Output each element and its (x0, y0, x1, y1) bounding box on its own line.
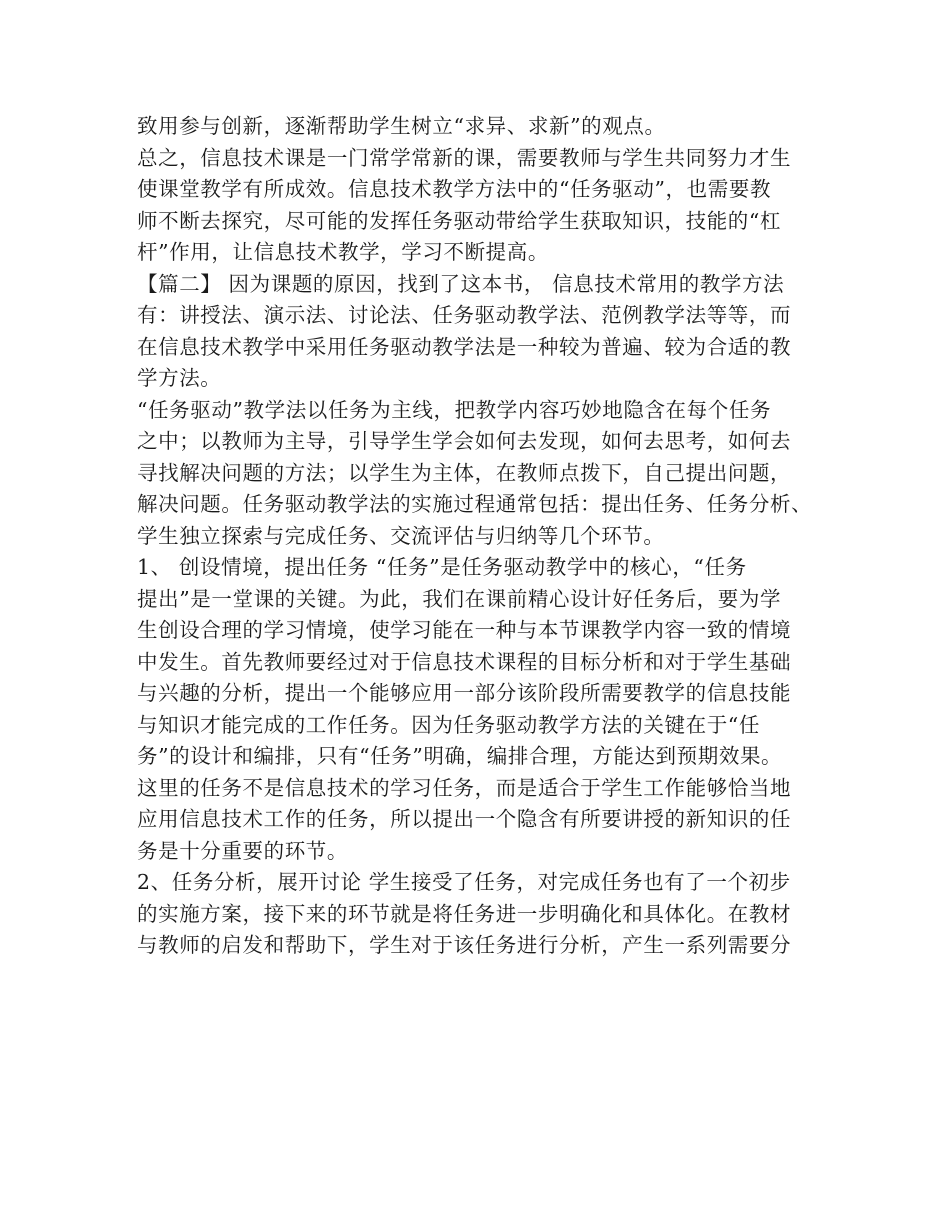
text-line: 与知识才能完成的工作任务。因为任务驱动教学方法的关键在于“任 (137, 712, 760, 737)
text-line: 生创设合理的学习情境，使学习能在一种与本节课教学内容一致的情境 (137, 618, 792, 642)
text-line: 中发生。首先教师要经过对于信息技术课程的目标分析和对于学生基础 (137, 649, 792, 674)
text-line: 1、 创设情境，提出任务 “任务”是任务驱动教学中的核心，“任务 (137, 555, 747, 579)
text-line: 与教师的启发和帮助下，学生对于该任务进行分析，产生一系列需要分 (137, 933, 792, 957)
text-line: 务”的设计和编排，只有“任务”明确，编排合理，方能达到预期效果。 (137, 744, 783, 768)
text-line: 使课堂教学有所成效。信息技术教学方法中的“任务驱动”，也需要教 (137, 177, 772, 201)
text-line: 在信息技术教学中采用任务驱动教学法是一种较为普遍、较为合适的教 (137, 334, 792, 359)
text-line: 杆”作用，让信息技术教学，学习不断提高。 (137, 240, 549, 264)
body-text (137, 111, 827, 962)
text-line: 提出”是一堂课的关键。为此，我们在课前精心设计好任务后，要为学 (137, 586, 782, 611)
text-line: 学生独立探索与完成任务、交流评估与归纳等几个环节。 (137, 523, 665, 548)
text-line: “任务驱动”教学法以任务为主线，把教学内容巧妙地隐含在每个任务 (137, 397, 772, 422)
text-line: 【篇二】 因为课题的原因，找到了这本书， 信息技术常用的教学方法 (137, 271, 785, 296)
text-line: 有：讲授法、演示法、讨论法、任务驱动教学法、范例教学法等等，而 (137, 303, 792, 327)
text-line: 务是十分重要的环节。 (137, 838, 348, 863)
text-line: 的实施方案，接下来的环节就是将任务进一步明确化和具体化。在教材 (137, 901, 792, 926)
text-line: 这里的任务不是信息技术的学习任务，而是适合于学生工作能够恰当地 (137, 775, 792, 800)
text-line: 寻找解决问题的方法；以学生为主体，在教师点拨下，自己提出问题， (137, 460, 792, 485)
text-line: 之中；以教师为主导，引导学生学会如何去发现，如何去思考，如何去 (137, 429, 792, 453)
text-line: 解决问题。任务驱动教学法的实施过程通常包括：提出任务、任务分析、 (137, 492, 813, 516)
text-line: 2、任务分析，展开讨论 学生接受了任务，对完成任务也有了一个初步 (137, 870, 791, 894)
text-line: 师不断去探究，尽可能的发挥任务驱动带给学生获取知识，技能的“杠 (137, 208, 782, 233)
text-line: 总之，信息技术课是一门常学常新的课，需要教师与学生共同努力才生 (137, 145, 792, 170)
text-line: 应用信息技术工作的任务，所以提出一个隐含有所要讲授的新知识的任 (137, 807, 792, 831)
text-line: 与兴趣的分析，提出一个能够应用一部分该阶段所需要教学的信息技能 (137, 681, 792, 705)
text-line: 致用参与创新，逐渐帮助学生树立“求异、求新”的观点。 (137, 114, 666, 138)
text-line: 学方法。 (137, 366, 222, 390)
